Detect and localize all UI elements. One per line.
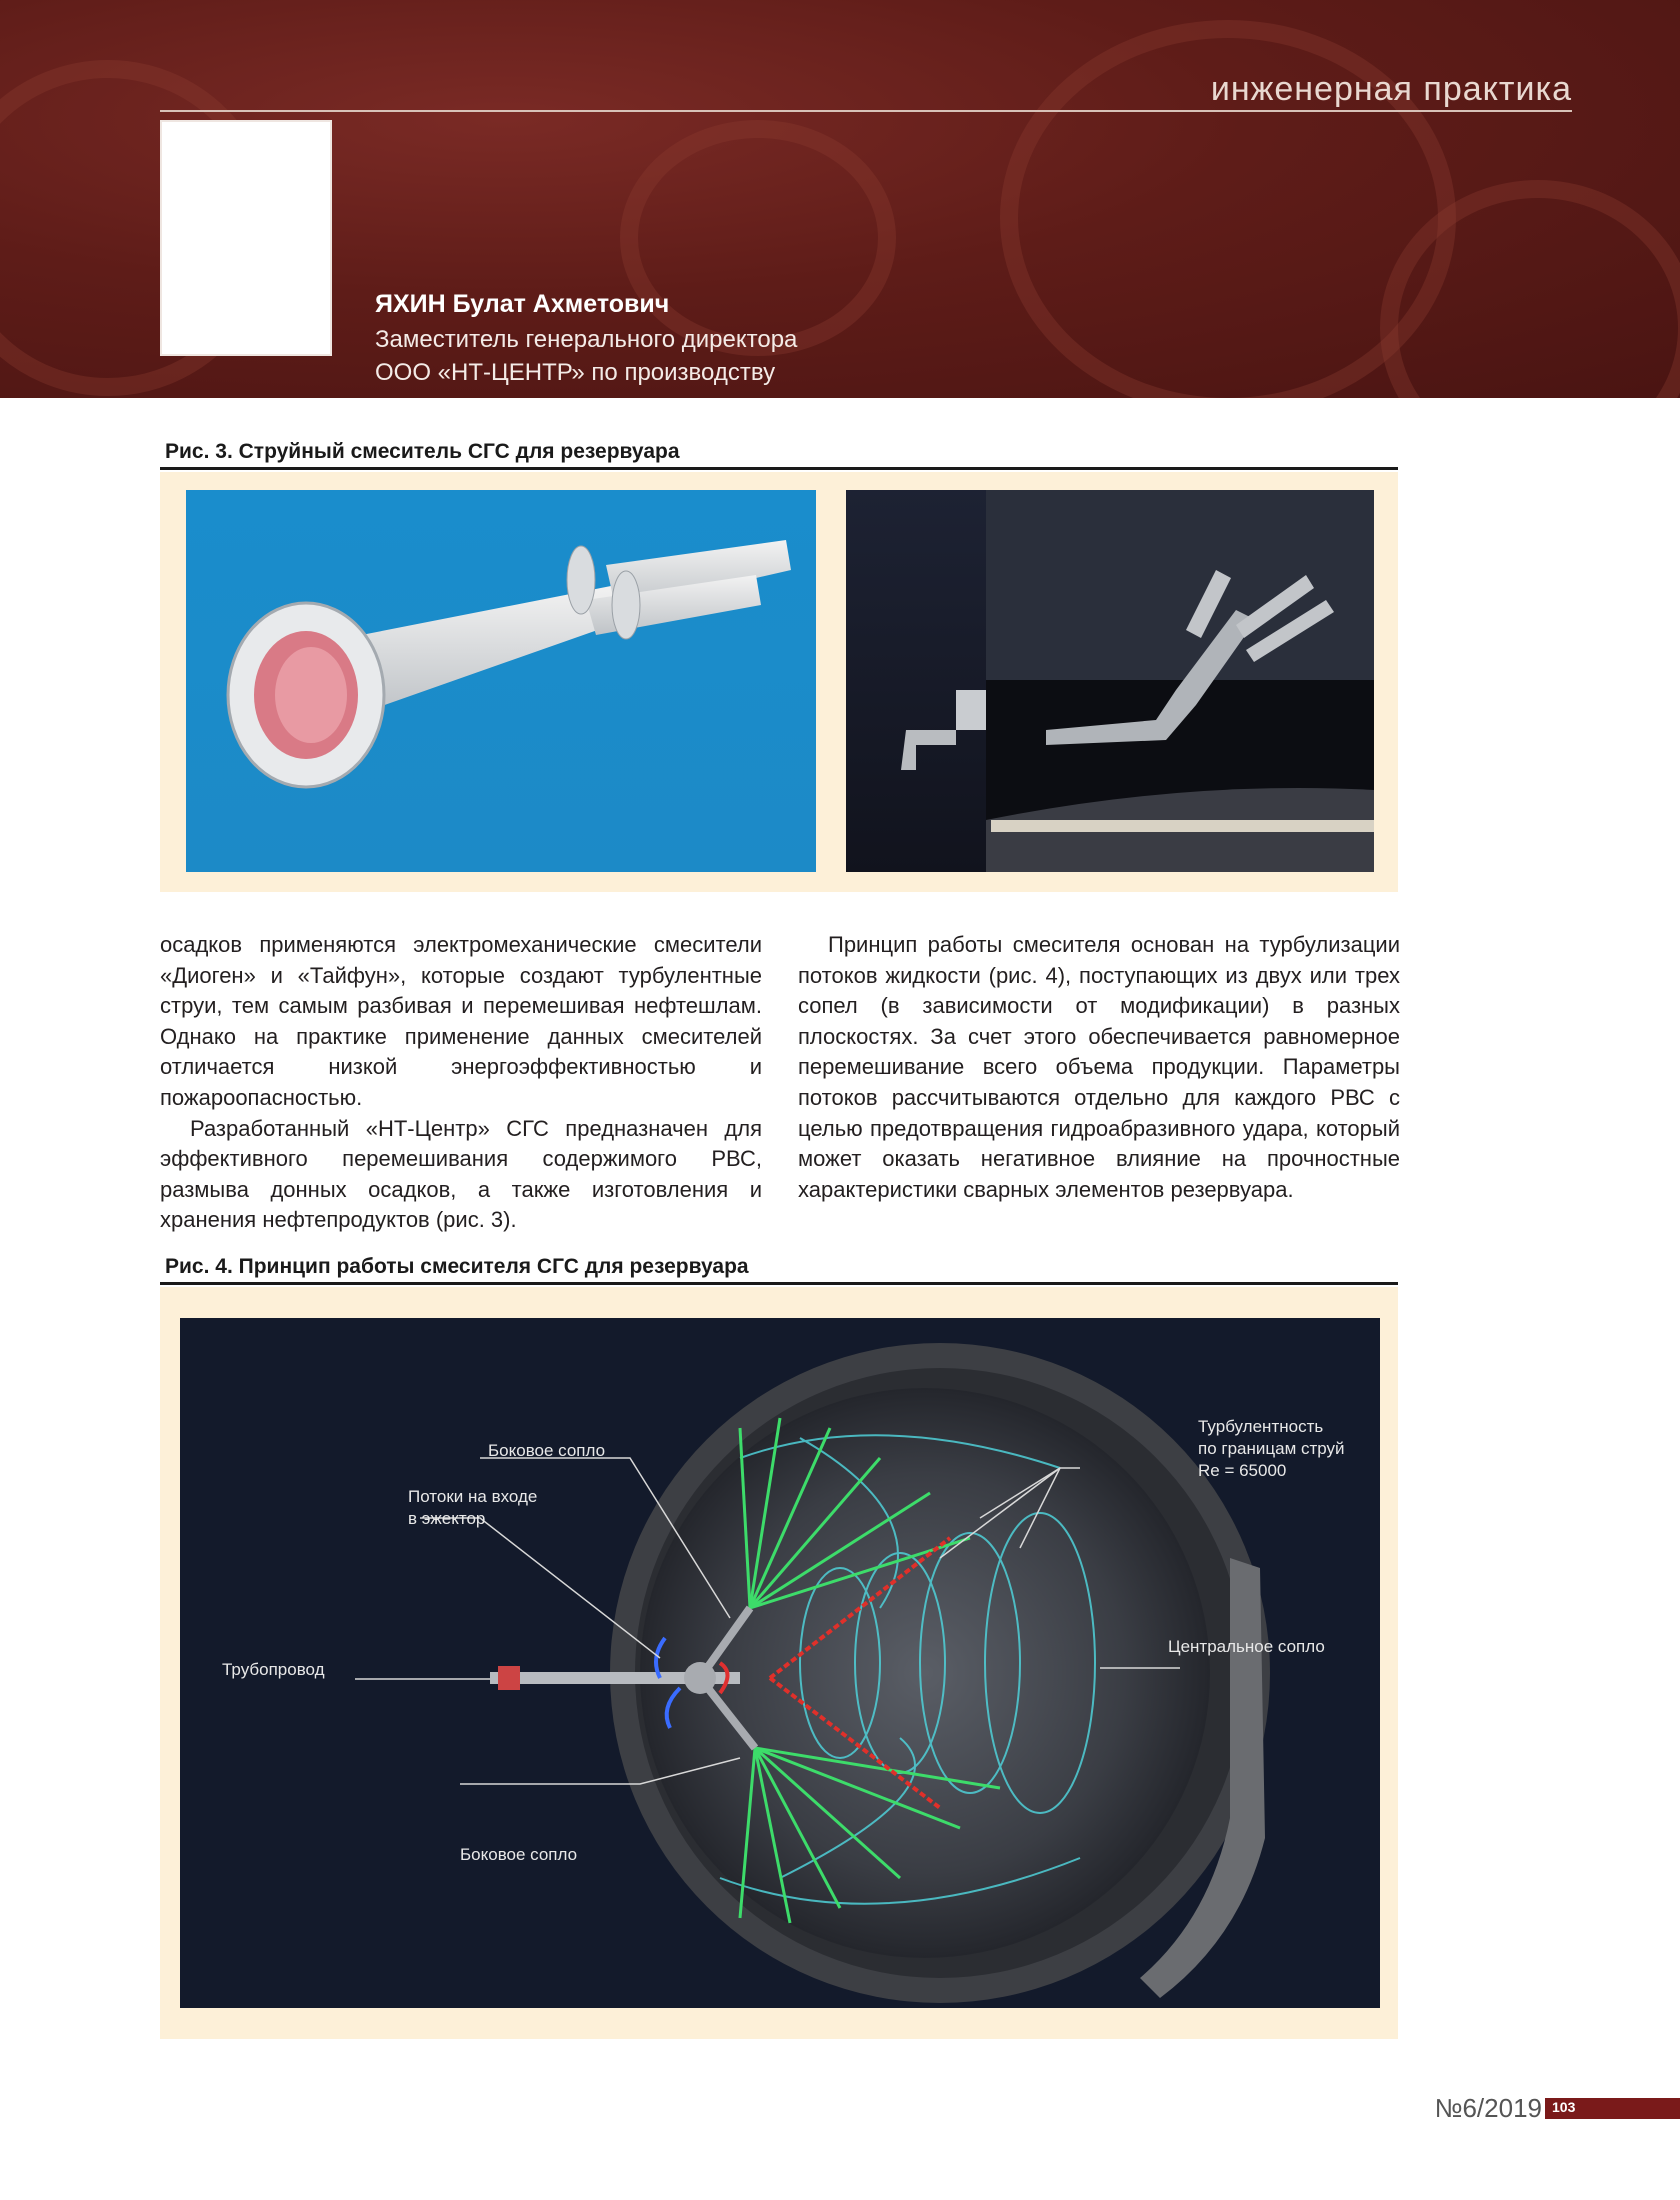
label-turbulence-line2: по границам струй: [1198, 1439, 1345, 1458]
figure3-rule: [160, 467, 1398, 470]
label-ejector-inflow-line1: Потоки на входе: [408, 1487, 538, 1506]
inlet-pipe: [901, 730, 956, 770]
mixer-flange-bore: [275, 647, 347, 743]
mixer-cone: [567, 546, 595, 614]
tank-bottom-edge: [991, 820, 1374, 832]
label-central-nozzle: Центральное сопло: [1168, 1637, 1325, 1656]
text-column-right: [798, 930, 1400, 1205]
author-name: ЯХИН Булат Ахметович: [375, 290, 670, 318]
figure4-rule: [160, 1282, 1398, 1285]
author-photo: [160, 120, 332, 356]
section-rule: [160, 110, 1572, 112]
paragraph: Принцип работы смесителя основан на турбулизации потоков жидкости (рис. 4), поступающих из двух или трех сопел (в зависимости от модификации) в разных плоскостях. За счет этого обеспечивается равномерное перемешивание всего объема продукции. Параметры потоков рассчитываются отдельно для каждого РВС с целью предотвращения гидроабразивного удара, который может оказать негативное влияние на прочностные характеристики сварных элементов резервуара.: [798, 932, 1400, 1202]
figure4-caption: Рис. 4. Принцип работы смесителя СГС для резервуара: [165, 1255, 749, 1278]
label-side-nozzle-bottom: Боковое сопло: [460, 1845, 578, 1864]
text-column-left: [160, 930, 762, 1236]
mixer-3d-render: [186, 490, 816, 872]
paragraph: осадков применяются электромеханические смесители «Диоген» и «Тайфун», которые создают турбулентные струи, тем самым разбивая и перемешивая нефтешлам. Однако на практике применение данных смесителей отличается низкой энергоэффективностью и пожароопасностью.: [160, 932, 762, 1110]
inlet-valve: [956, 690, 986, 730]
mixer-installed-render: [846, 490, 1374, 872]
page-number: 103: [1552, 2099, 1576, 2115]
label-ejector-inflow-line2: в эжектор: [408, 1509, 486, 1528]
mixer-cone: [612, 571, 640, 639]
author-position: Заместитель генерального директора: [375, 326, 798, 353]
section-label: инженерная практика: [1210, 70, 1572, 108]
mixer-render-illustration: [186, 490, 816, 872]
pipeline-valve: [498, 1666, 520, 1690]
mixer-principle-diagram: [180, 1318, 1380, 2008]
label-turbulence-line1: Турбулентность: [1198, 1417, 1324, 1436]
author-block: [375, 290, 797, 389]
tank-wall-upper: [986, 490, 1374, 680]
mixer-installed-illustration: [846, 490, 1374, 872]
paragraph: Разработанный «НТ-Центр» СГС предназначен для эффективного перемешивания содержимого РВС, размыва донных осадков, а также изготовления и хранения нефтепродуктов (рис. 3).: [160, 1115, 762, 1233]
author-company: ООО «НТ-ЦЕНТР» по производству: [375, 359, 776, 386]
figure3-caption: Рис. 3. Струйный смеситель СГС для резервуара: [165, 440, 680, 463]
label-ejector-inflow: [408, 1486, 537, 1530]
page-header: [0, 0, 1680, 398]
label-turbulence: [1198, 1416, 1345, 1482]
label-pipeline: Трубопровод: [222, 1660, 325, 1679]
label-side-nozzle-top: Боковое сопло: [488, 1441, 606, 1460]
label-turbulence-line3: Re = 65000: [1198, 1461, 1287, 1480]
issue-number: №6/2019: [1434, 2093, 1542, 2123]
